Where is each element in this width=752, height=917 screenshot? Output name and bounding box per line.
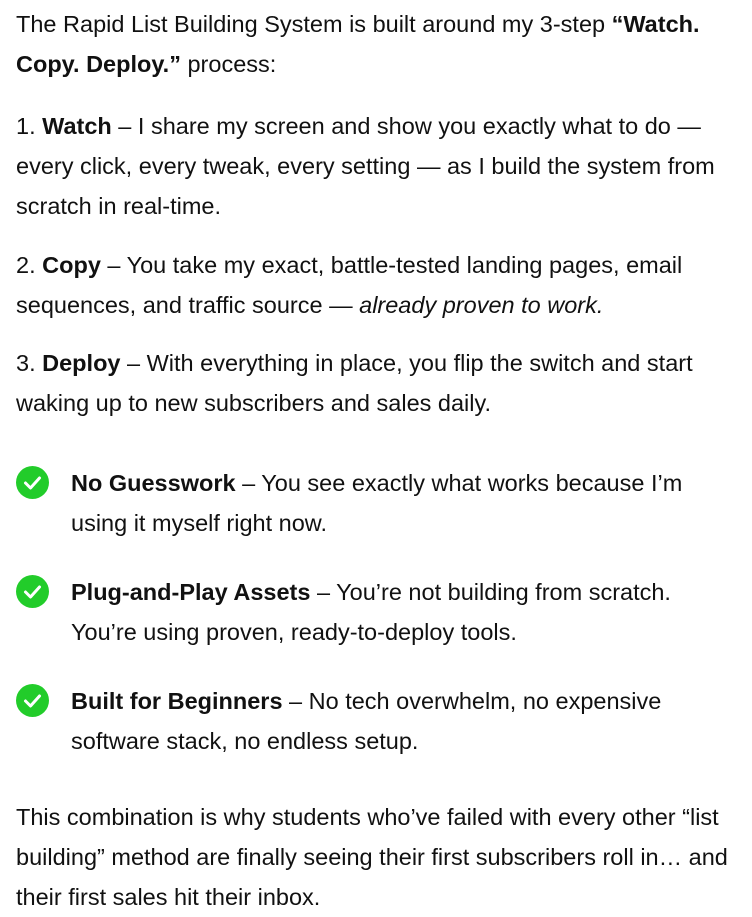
benefit-title: Built for Beginners xyxy=(71,688,283,714)
benefit-title: Plug-and-Play Assets xyxy=(71,579,311,605)
step-title: Copy xyxy=(42,252,101,278)
step-watch xyxy=(16,106,736,226)
step-number: 1. xyxy=(16,113,43,139)
step-emphasis: already proven to work. xyxy=(359,292,604,318)
step-number: 2. xyxy=(16,252,43,278)
benefit-description: – No tech overwhelm, no expensive software stack, no endless setup. xyxy=(71,688,662,754)
step-number: 3. xyxy=(16,350,43,376)
closing-paragraph: This combination is why students who’ve failed with every other “list building” method are finally seeing their first subscribers roll in… and their first sales hit their inbox. xyxy=(16,804,728,910)
benefit-text xyxy=(71,681,736,761)
benefit-item xyxy=(16,463,736,543)
benefit-description: – You see exactly what works because I’m using it myself right now. xyxy=(71,470,683,536)
check-circle-icon xyxy=(16,684,49,717)
benefit-item xyxy=(16,681,736,761)
check-circle-icon xyxy=(16,575,49,608)
process-name: “Watch. Copy. Deploy.” xyxy=(16,11,700,77)
step-title: Watch xyxy=(42,113,112,139)
step-title: Deploy xyxy=(42,350,121,376)
step-text: – I share my screen and show you exactly what to do — every click, every tweak, every setting — as I build the system from scratch in real-time. xyxy=(16,113,715,219)
intro-paragraph xyxy=(16,0,736,84)
check-circle-icon xyxy=(16,466,49,499)
step-copy xyxy=(16,245,736,325)
benefit-text xyxy=(71,572,736,652)
intro-text: The Rapid List Building System is built around my 3-step xyxy=(16,11,612,37)
intro-text-end: process: xyxy=(180,51,277,77)
benefit-item xyxy=(16,572,736,652)
step-text: – You take my exact, battle-tested landing pages, email sequences, and traffic source — xyxy=(16,252,683,318)
step-text: – With everything in place, you flip the switch and start waking up to new subscribers and sales daily. xyxy=(16,350,693,416)
benefit-title: No Guesswork xyxy=(71,470,236,496)
benefits-list xyxy=(16,463,736,761)
benefit-text xyxy=(71,463,736,543)
step-deploy xyxy=(16,343,736,423)
benefit-description: – You’re not building from scratch. You’re using proven, ready-to-deploy tools. xyxy=(71,579,671,645)
